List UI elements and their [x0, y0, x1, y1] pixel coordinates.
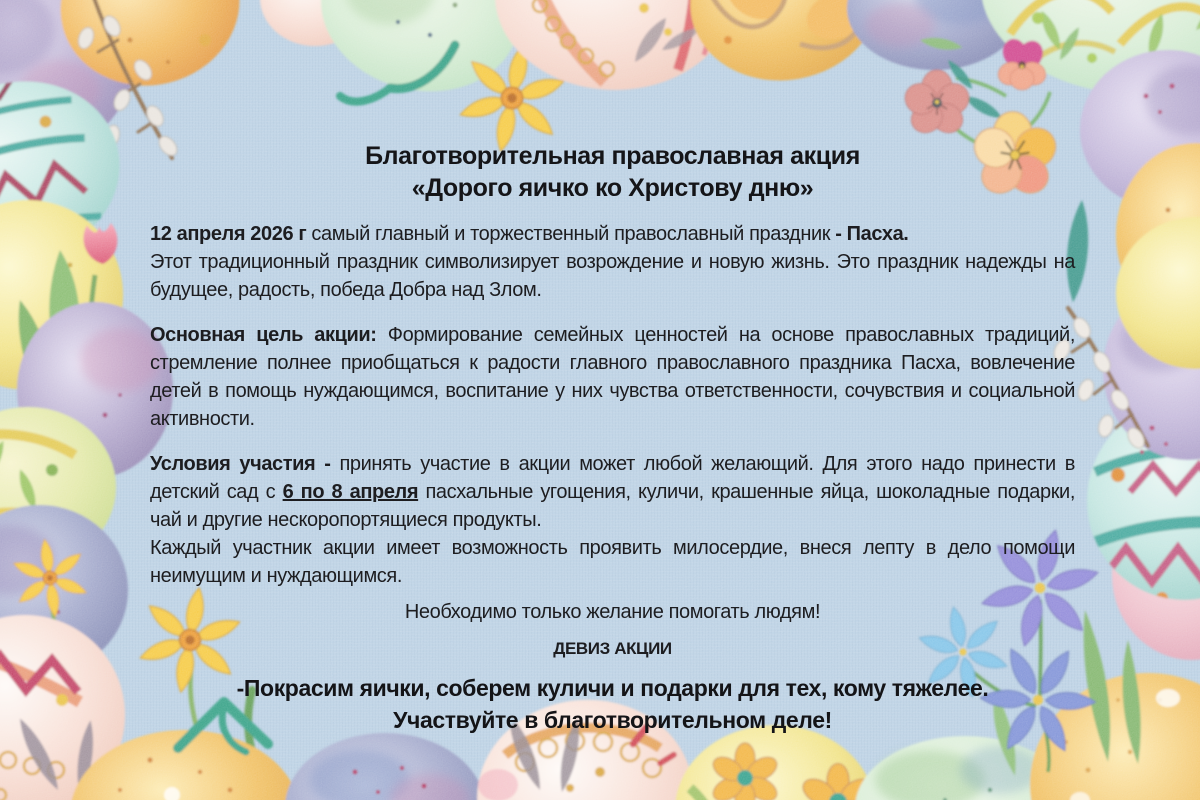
motto-line-1: -Покрасим яички, соберем куличи и подарки для тех, кому тяжелее.	[236, 675, 989, 701]
date-intro-text: самый главный и торжественный православный праздник	[306, 223, 836, 245]
date-bold: 12 апреля 2026 г	[150, 223, 307, 245]
conditions-heading: Условия участия -	[150, 453, 331, 475]
call-to-kindness-line: Необходимо только желание помогать людям!	[404, 601, 821, 623]
poster-title-line-1: Благотворительная православная акция	[365, 142, 860, 170]
motto-line-2: Участвуйте в благотворительном деле!	[393, 707, 832, 733]
goal-text: Формирование семейных ценностей на основе православных традиций, стремление полнее приобщаться к радости главного православного праздника Пасха, вовлечение детей в помощь нуждающимся, воспитание у них чувства ответственности, сочувствия и социальной активности.	[150, 324, 1075, 430]
poster-content	[150, 140, 1075, 736]
participation-text: Каждый участник акции имеет возможность проявить милосердие, внеся лепту в дело помощи неимущим и нуждающимся.	[150, 537, 1075, 587]
poster-title-line-2: «Дорого яичко ко Христову дню»	[411, 174, 814, 202]
motto-text	[150, 672, 1075, 736]
paragraph-date-intro	[150, 220, 1075, 304]
paragraph-conditions	[150, 450, 1075, 534]
motto-heading: ДЕВИЗ АКЦИИ	[553, 639, 672, 658]
paragraph-goal	[150, 321, 1075, 433]
conditions-text-1: принять участие в акции может любой желающий. Для этого надо принести в детский сад с	[150, 453, 1076, 503]
paragraph-participation	[150, 534, 1075, 590]
collection-dates: 6 по 8 апреля	[282, 481, 419, 503]
conditions-text-2: пасхальные угощения, куличи, крашенные яйца, шоколадные подарки, чай и другие нескоропортящиеся продукты.	[150, 481, 1075, 531]
goal-heading: Основная цель акции:	[150, 324, 377, 346]
easter-bold: - Пасха.	[835, 223, 909, 245]
tradition-text: Этот традиционный праздник символизирует возрождение и новую жизнь. Это праздник надежды на будущее, радость, победа Добра над Злом.	[150, 251, 1075, 301]
poster-title	[150, 140, 1075, 204]
